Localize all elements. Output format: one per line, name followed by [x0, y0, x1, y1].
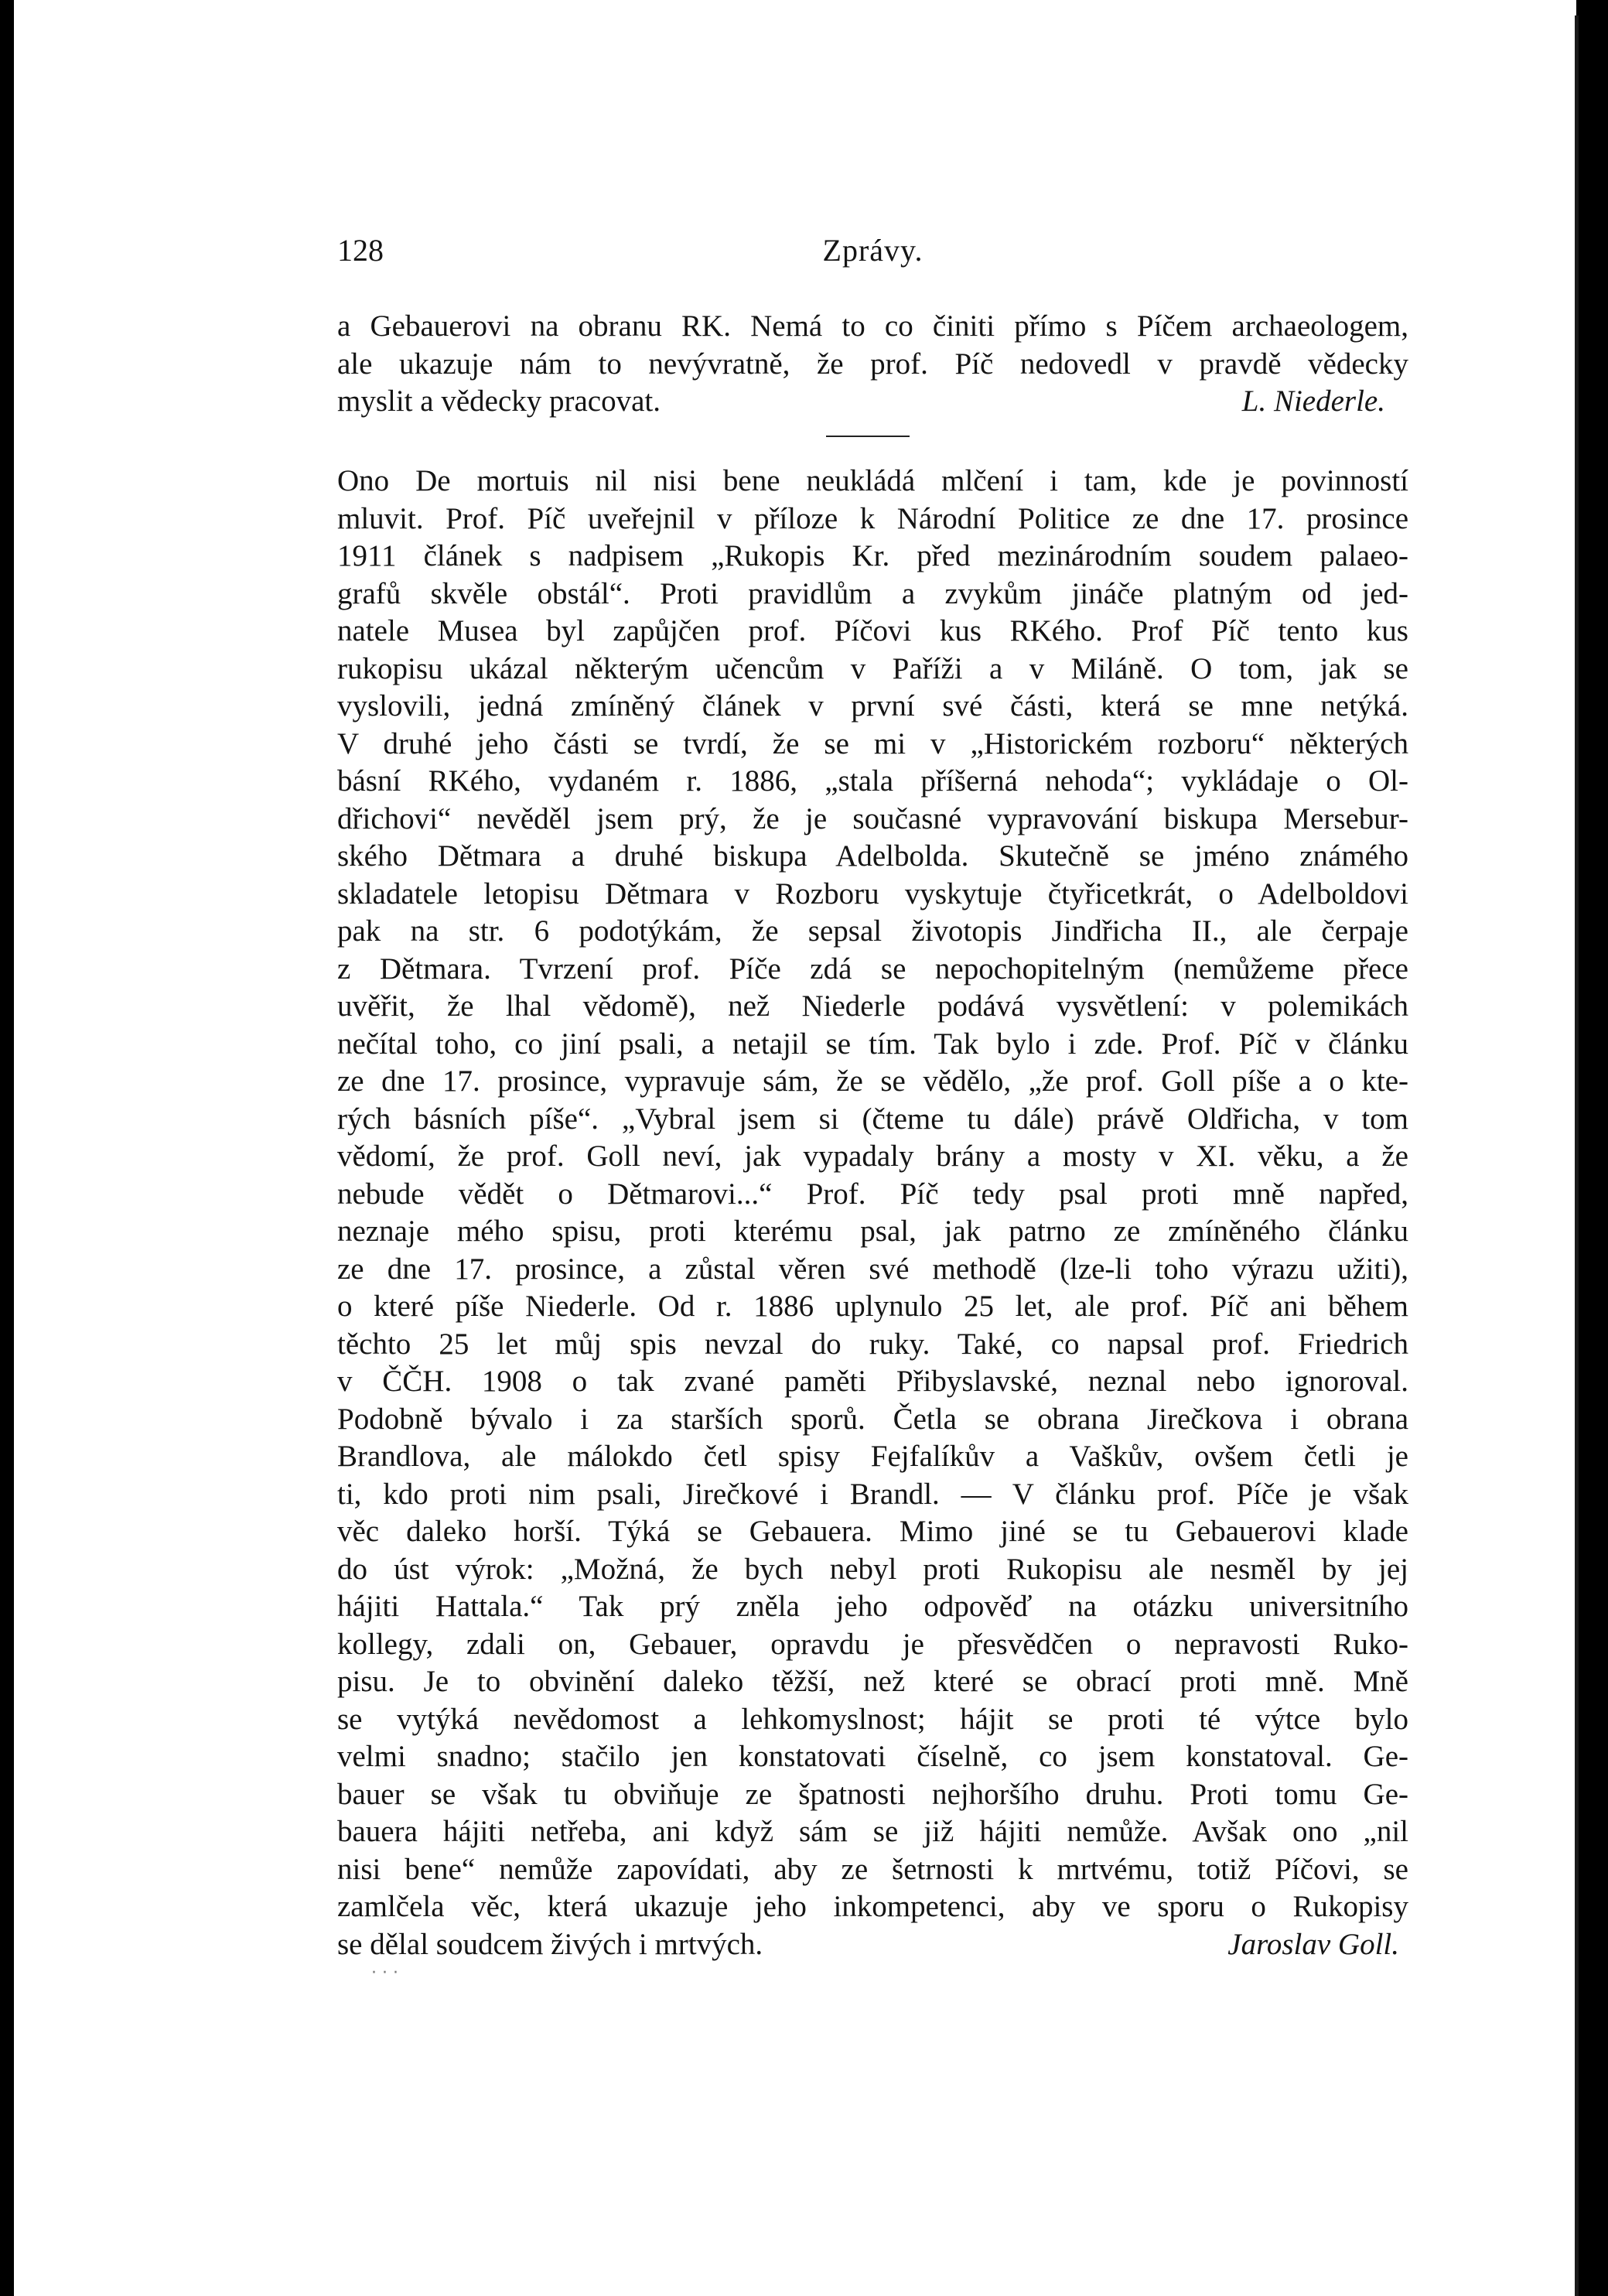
closing-line [337, 1926, 1408, 1964]
text-line: V druhé jeho části se tvrdí, že se mi v „Historickém rozboru“ některých [337, 726, 1408, 760]
print-speck: · · · [371, 1963, 398, 1983]
signature-niederle: L. Niederle. [1241, 384, 1385, 418]
page-edge-line [1575, 15, 1579, 2296]
text-line: pak na str. 6 podotýkám, že sepsal životopis Jindřicha II., ale čerpaje [337, 914, 1408, 948]
text-line: nisi bene“ nemůže zapovídati, aby ze šetrnosti k mrtvému, totiž Píčovi, se [337, 1852, 1408, 1886]
text-line: skladatele letopisu Dětmara v Rozboru vyskytuje čtyřicetkrát, o Adelboldovi [337, 876, 1408, 911]
text-line: nebude vědět o Dětmarovi...“ Prof. Píč tedy psal proti mně napřed, [337, 1177, 1408, 1211]
text-line: rukopisu ukázal některým učencům v Paříži a v Miláně. O tom, jak se [337, 651, 1408, 685]
text-line: vyslovili, jedná zmíněný článek v první své části, která se mne netýká. [337, 689, 1408, 723]
text-line: ze dne 17. prosince, a zůstal věren své methodě (lze-li toho výrazu užiti), [337, 1252, 1408, 1286]
text-line: grafů skvěle obstál“. Proti pravidlům a zvykům jináče platným od jed- [337, 576, 1408, 610]
text-line: ze dne 17. prosince, vypravuje sám, že se vědělo, „že prof. Goll píše a o kte- [337, 1064, 1408, 1098]
text-line: ti, kdo proti nim psali, Jirečkové i Brandl. — V článku prof. Píče je však [337, 1477, 1408, 1511]
text-line: kollegy, zdali on, Gebauer, opravdu je přesvědčen o nepravosti Ruko- [337, 1627, 1408, 1661]
text-line: se dělal soudcem živých i mrtvých. [337, 1927, 763, 1961]
text-line: vědomí, že prof. Goll neví, jak vypadaly brány a mosty v XI. věku, a že [337, 1139, 1408, 1173]
text-line: pisu. Je to obvinění daleko těžší, než které se obrací proti mně. Mně [337, 1665, 1408, 1698]
closing-line [337, 383, 1408, 421]
text-line: ského Dětmara a druhé biskupa Adelbolda. Skutečně se jméno známého [337, 839, 1408, 873]
text-line: 1911 článek s nadpisem „Rukopis Kr. před mezinárodním soudem palaeo- [337, 539, 1408, 572]
text-line: těchto 25 let můj spis nevzal do ruky. Také, co napsal prof. Friedrich [337, 1327, 1408, 1361]
text-line: Brandlova, ale málokdo četl spisy Fejfalíkův a Vaškův, ovšem četli je [337, 1440, 1408, 1473]
text-line: zamlčela věc, která ukazuje jeho inkompetenci, aby ve sporu o Rukopisy [337, 1890, 1408, 1923]
text-line: hájiti Hattala.“ Tak prý zněla jeho odpověď na otázku universitního [337, 1590, 1408, 1623]
text-line: z Dětmara. Tvrzení prof. Píče zdá se nepochopitelným (nemůžeme přece [337, 952, 1408, 986]
text-line: ale ukazuje nám to nevývratně, že prof. Píč nedovedl v pravdě vědecky [337, 347, 1408, 381]
text-line: rých básních píše“. „Vybral jsem si (čteme tu dále) právě Oldřicha, v tom [337, 1102, 1408, 1136]
page-header [337, 232, 1408, 278]
text-line: do úst výrok: „Možná, že bych nebyl proti Rukopisu ale nesměl by jej [337, 1552, 1408, 1586]
text-line: velmi snadno; stačilo jen konstatovati číselně, co jsem konstatoval. Ge- [337, 1740, 1408, 1773]
text-line: v ČČH. 1908 o tak zvané paměti Přibyslavské, neznal nebo ignoroval. [337, 1365, 1408, 1398]
page-number: 128 [337, 233, 384, 268]
running-title: Zprávy. [822, 233, 923, 268]
text-line: o které píše Niederle. Od r. 1886 uplynulo 25 let, ale prof. Píč ani během [337, 1290, 1408, 1323]
text-line: bauer se však tu obviňuje ze špatnosti nejhoršího druhu. Proti tomu Ge- [337, 1777, 1408, 1811]
document-page [14, 0, 1576, 2296]
signature-goll: Jaroslav Goll. [1227, 1927, 1399, 1961]
text-line: věc daleko horší. Týká se Gebauera. Mimo jiné se tu Gebauerovi klade [337, 1515, 1408, 1548]
section-divider [826, 436, 910, 437]
text-line: uvěřit, že lhal vědomě), než Niederle podává vysvětlení: v polemikách [337, 989, 1408, 1023]
text-line: nečítal toho, co jiní psali, a netajil se tím. Tak bylo i zde. Prof. Píč v článku [337, 1027, 1408, 1061]
text-line: dřichovi“ nevěděl jsem prý, že je současné vypravování biskupa Mersebur- [337, 801, 1408, 835]
text-line: a Gebauerovi na obranu RK. Nemá to co činiti přímo s Píčem archaeologem, [337, 309, 1408, 343]
text-line: básní RKého, vydaném r. 1886, „stala příšerná nehoda“; vykládaje o Ol- [337, 764, 1408, 798]
text-line: bauera hájiti netřeba, ani když sám se již hájiti nemůže. Avšak ono „nil [337, 1815, 1408, 1848]
text-line: neznaje mého spisu, proti kterému psal, jak patrno ze zmíněného článku [337, 1215, 1408, 1248]
text-line: Ono De mortuis nil nisi bene neukládá mlčení i tam, kde je povinností [337, 464, 1408, 497]
text-line: se vytýká nevědomost a lehkomyslnost; hájit se proti té výtce bylo [337, 1702, 1408, 1736]
section-niederle-note [337, 308, 1408, 421]
text-line: myslit a vědecky pracovat. [337, 384, 661, 418]
text-line: mluvit. Prof. Píč uveřejnil v příloze k Národní Politice ze dne 17. prosince [337, 501, 1408, 535]
text-line: natele Musea byl zapůjčen prof. Píčovi kus RKého. Prof Píč tento kus [337, 614, 1408, 647]
section-goll-article [337, 463, 1408, 1963]
text-line: Podobně bývalo i za starších sporů. Četla se obrana Jirečkova i obrana [337, 1402, 1408, 1436]
